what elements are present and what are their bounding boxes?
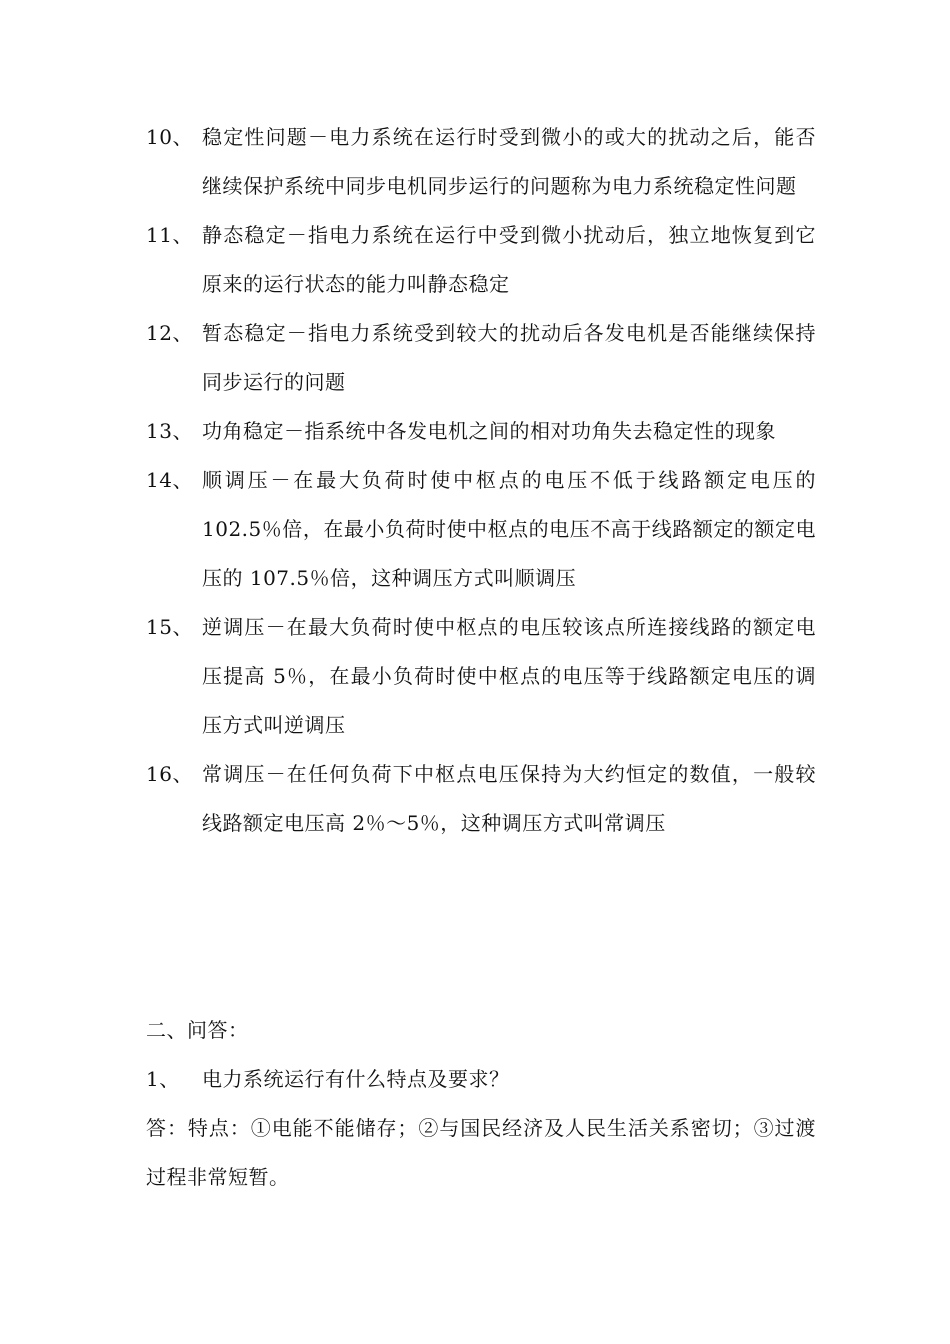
definition-number: 16、 <box>146 762 193 786</box>
definition-text: 稳定性问题－电力系统在运行时受到微小的或大的扰动之后，能否继续保护系统中同步电机同步运行的问题称为电力系统稳定性问题 <box>202 125 816 198</box>
definition-list <box>146 113 816 848</box>
definition-number: 11、 <box>146 223 193 247</box>
definition-number: 14、 <box>146 468 193 492</box>
question-text: 电力系统运行有什么特点及要求？ <box>202 1067 510 1091</box>
definition-text: 常调压－在任何负荷下中枢点电压保持为大约恒定的数值，一般较线路额定电压高 2％～5％，这种调压方式叫常调压 <box>202 762 816 835</box>
definition-item-16 <box>146 750 816 848</box>
section-heading: 二、问答： <box>146 1018 249 1042</box>
definition-number: 12、 <box>146 321 193 345</box>
definition-item-10 <box>146 113 816 211</box>
definition-text: 顺调压－在最大负荷时使中枢点的电压不低于线路额定电压的102.5％倍，在最小负荷时使中枢点的电压不高于线路额定的额定电压的 107.5％倍，这种调压方式叫顺调压 <box>202 468 816 590</box>
definition-number: 13、 <box>146 419 193 443</box>
definition-item-12 <box>146 309 816 407</box>
definition-item-15 <box>146 603 816 750</box>
definition-item-14 <box>146 456 816 603</box>
question-number: 1、 <box>146 1067 180 1091</box>
definition-item-13 <box>146 407 816 456</box>
qa-section <box>146 1006 816 1202</box>
definition-text: 暂态稳定－指电力系统受到较大的扰动后各发电机是否能继续保持同步运行的问题 <box>202 321 816 394</box>
definition-text: 逆调压－在最大负荷时使中枢点的电压较该点所连接线路的额定电压提高 5％，在最小负荷时使中枢点的电压等于线路额定电压的调压方式叫逆调压 <box>202 615 816 737</box>
qa-question <box>146 1055 816 1104</box>
definition-text: 功角稳定－指系统中各发电机之间的相对功角失去稳定性的现象 <box>202 419 776 443</box>
definition-number: 15、 <box>146 615 193 639</box>
definition-text: 静态稳定－指电力系统在运行中受到微小扰动后，独立地恢复到它原来的运行状态的能力叫静态稳定 <box>202 223 816 296</box>
definition-item-11 <box>146 211 816 309</box>
definition-number: 10、 <box>146 125 193 149</box>
answer-text: 答：特点：①电能不能储存；②与国民经济及人民生活关系密切；③过渡过程非常短暂。 <box>146 1116 816 1189</box>
